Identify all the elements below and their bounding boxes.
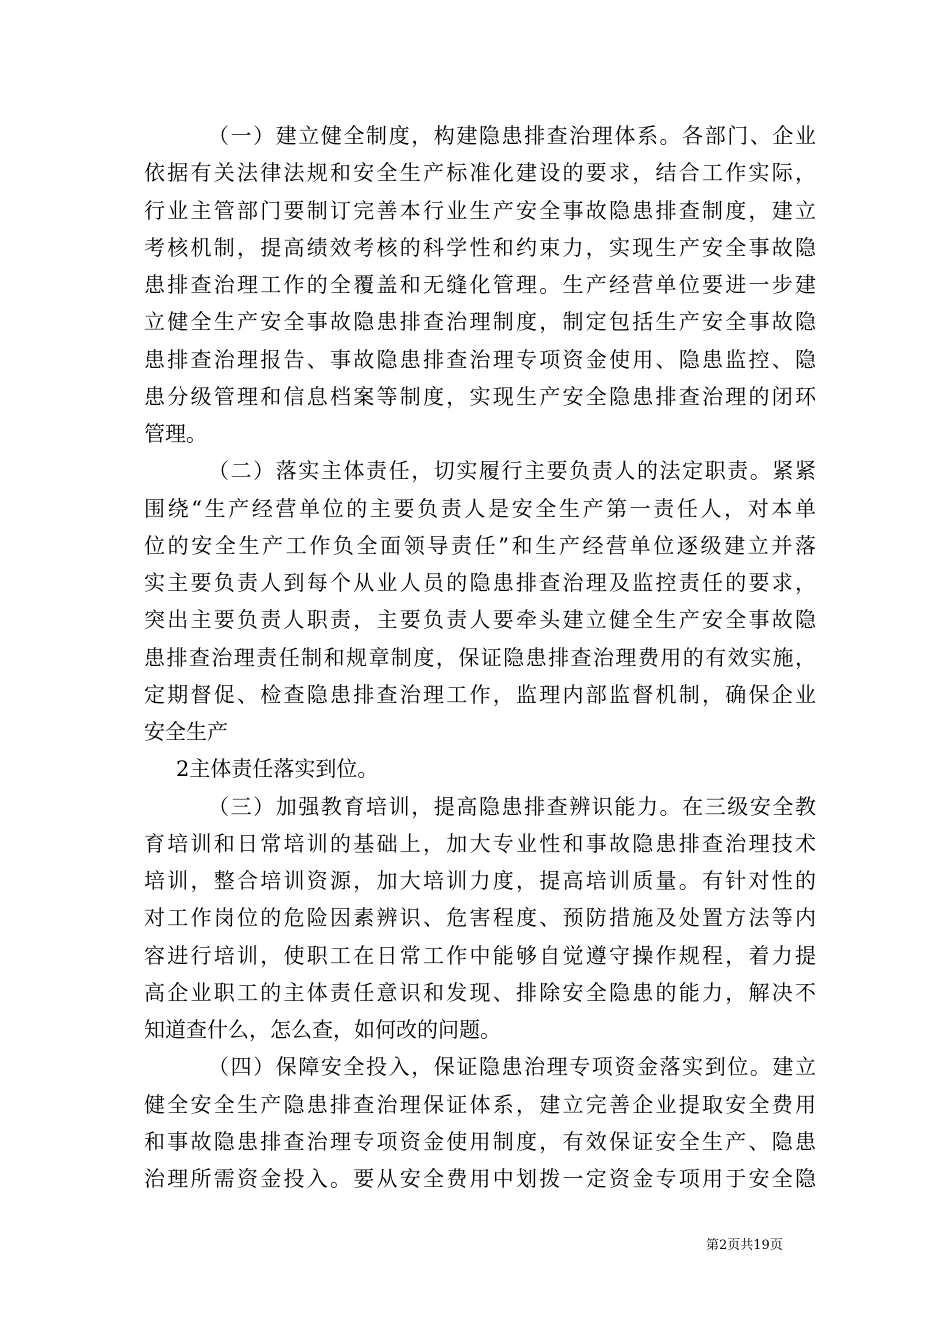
text-line: 患分级管理和信息档案等制度，实现生产安全隐患排查治理的闭环 xyxy=(144,384,816,409)
text-line: 健全安全生产隐患排查治理保证体系，建立完善企业提取安全费用 xyxy=(144,1092,816,1117)
text-line: 行业主管部门要制订完善本行业生产安全事故隐患排查制度，建立 xyxy=(144,198,816,223)
text-line: 容进行培训，使职工在日常工作中能够自觉遵守操作规程，着力提 xyxy=(144,943,816,968)
text-line: 位的安全生产工作负全面领导责任”和生产经营单位逐级建立并落 xyxy=(144,533,816,558)
document-body xyxy=(144,118,816,1198)
text-line: 患排查治理工作的全覆盖和无缝化管理。生产经营单位要进一步建 xyxy=(144,273,816,297)
text-line: 突出主要负责人职责，主要负责人要牵头建立健全生产安全事故隐 xyxy=(144,608,816,633)
text-line: 考核机制，提高绩效考核的科学性和约束力，实现生产安全事故隐 xyxy=(144,235,816,260)
text-line: 和事故隐患排查治理专项资金使用制度，有效保证安全生产、隐患 xyxy=(144,1129,816,1154)
text-line: 对工作岗位的危险因素辨识、危害程度、预防措施及处置方法等内 xyxy=(144,906,816,931)
page-number: 第2页共19页 xyxy=(706,1238,783,1253)
text-line: 立健全生产安全事故隐患排查治理制度，制定包括生产安全事故隐 xyxy=(144,310,816,335)
text-line: 知道查什么，怎么查，如何改的问题。 xyxy=(144,1018,501,1042)
text-line: 管理。 xyxy=(144,422,207,446)
text-line: 围绕“生产经营单位的主要负责人是安全生产第一责任人，对本单 xyxy=(144,496,816,521)
text-line: （四）保障安全投入，保证隐患治理专项资金落实到位。建立 xyxy=(208,1055,816,1080)
text-line: 实主要负责人到每个从业人员的隐患排查治理及监控责任的要求， xyxy=(144,571,816,595)
text-line: 培训，整合培训资源，加大培训力度，提高培训质量。有针对性的 xyxy=(144,869,816,893)
text-line: 育培训和日常培训的基础上，加大专业性和事故隐患排查治理技术 xyxy=(144,831,816,856)
text-line: （二）落实主体责任，切实履行主要负责人的法定职责。紧紧 xyxy=(208,459,816,484)
text-line: 治理所需资金投入。要从安全费用中划拨一定资金专项用于安全隐 xyxy=(144,1167,816,1191)
text-line: 高企业职工的主体责任意识和发现、排除安全隐患的能力，解决不 xyxy=(144,980,816,1005)
text-line: 患排查治理报告、事故隐患排查治理专项资金使用、隐患监控、隐 xyxy=(144,347,816,372)
text-line: 2主体责任落实到位。 xyxy=(176,757,379,782)
text-line: 安全生产 xyxy=(144,720,228,744)
text-line: 定期督促、检查隐患排查治理工作，监理内部监督机制，确保企业 xyxy=(144,682,816,707)
text-line: （一）建立健全制度，构建隐患排查治理体系。各部门、企业 xyxy=(208,124,816,148)
text-line: 依据有关法律法规和安全生产标准化建设的要求，结合工作实际， xyxy=(144,161,816,186)
text-line: 患排查治理责任制和规章制度，保证隐患排查治理费用的有效实施， xyxy=(144,645,816,670)
text-line: （三）加强教育培训，提高隐患排查辨识能力。在三级安全教 xyxy=(208,794,816,819)
